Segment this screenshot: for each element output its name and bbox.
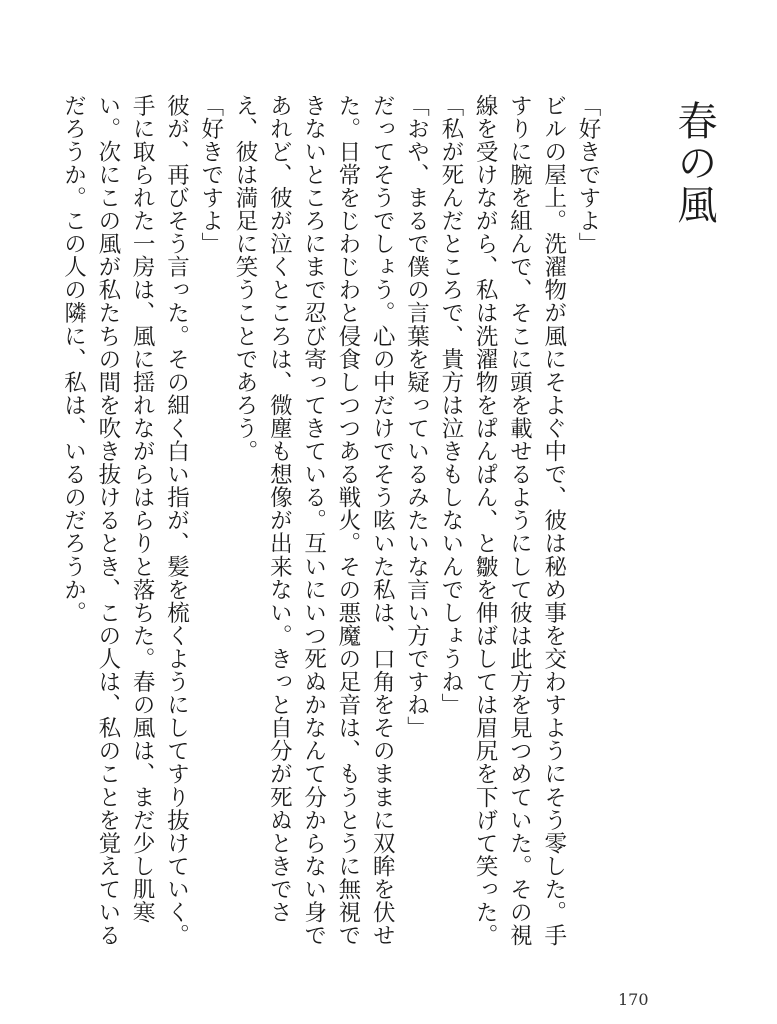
paragraph: 「私が死んだところで、貴方は泣きもしないんでしょうね」 xyxy=(437,94,464,717)
paragraph: ビルの屋上。洗濯物が風にそよぐ中で、彼は秘め事を交わすようにそう零した。手すりに腕を組んで、そこに頭を載せるようにして彼は此方を見つめていた。その視線を受けながら、私は洗濯物をぱんぱん、と皺を伸ばしては眉尻を下げて笑った。 xyxy=(472,94,567,947)
chapter-title: 春の風 xyxy=(671,100,717,226)
paragraph: 彼が、再びそう言った。その細く白い指が、髪を梳くようにしてすり抜けていく。手に取られた一房は、風に揺れながらはらりと落ちた。春の風は、まだ少し肌寒い。次にこの風が私たちの間を吹き抜けるとき、この人は、私のことを覚えているだろうか。この人の隣に、私は、いるのだろうか。 xyxy=(60,94,190,947)
paragraph: 「好きですよ」 xyxy=(575,94,601,256)
paragraph: だってそうでしょう。心の中だけでそう呟いた私は、口角をそのままに双眸を伏せた。日常をじわじわと侵食しつつある戦火。その悪魔の足音は、もうとうに無視できないところにまで忍び寄ってきている。互いにいつ死ぬかなんて分からない身であれど、彼が泣くところは、微塵も想像が出来ない。きっと自分が死ぬときでさえ、彼は満足に笑うことであろう。 xyxy=(232,94,396,947)
paragraph: 「おや、まるで僕の言葉を疑っているみたいな言い方ですね」 xyxy=(403,94,430,740)
paragraph: 「好きですよ」 xyxy=(197,94,224,256)
body-text xyxy=(56,94,605,964)
page-number: 170 xyxy=(618,990,649,1009)
